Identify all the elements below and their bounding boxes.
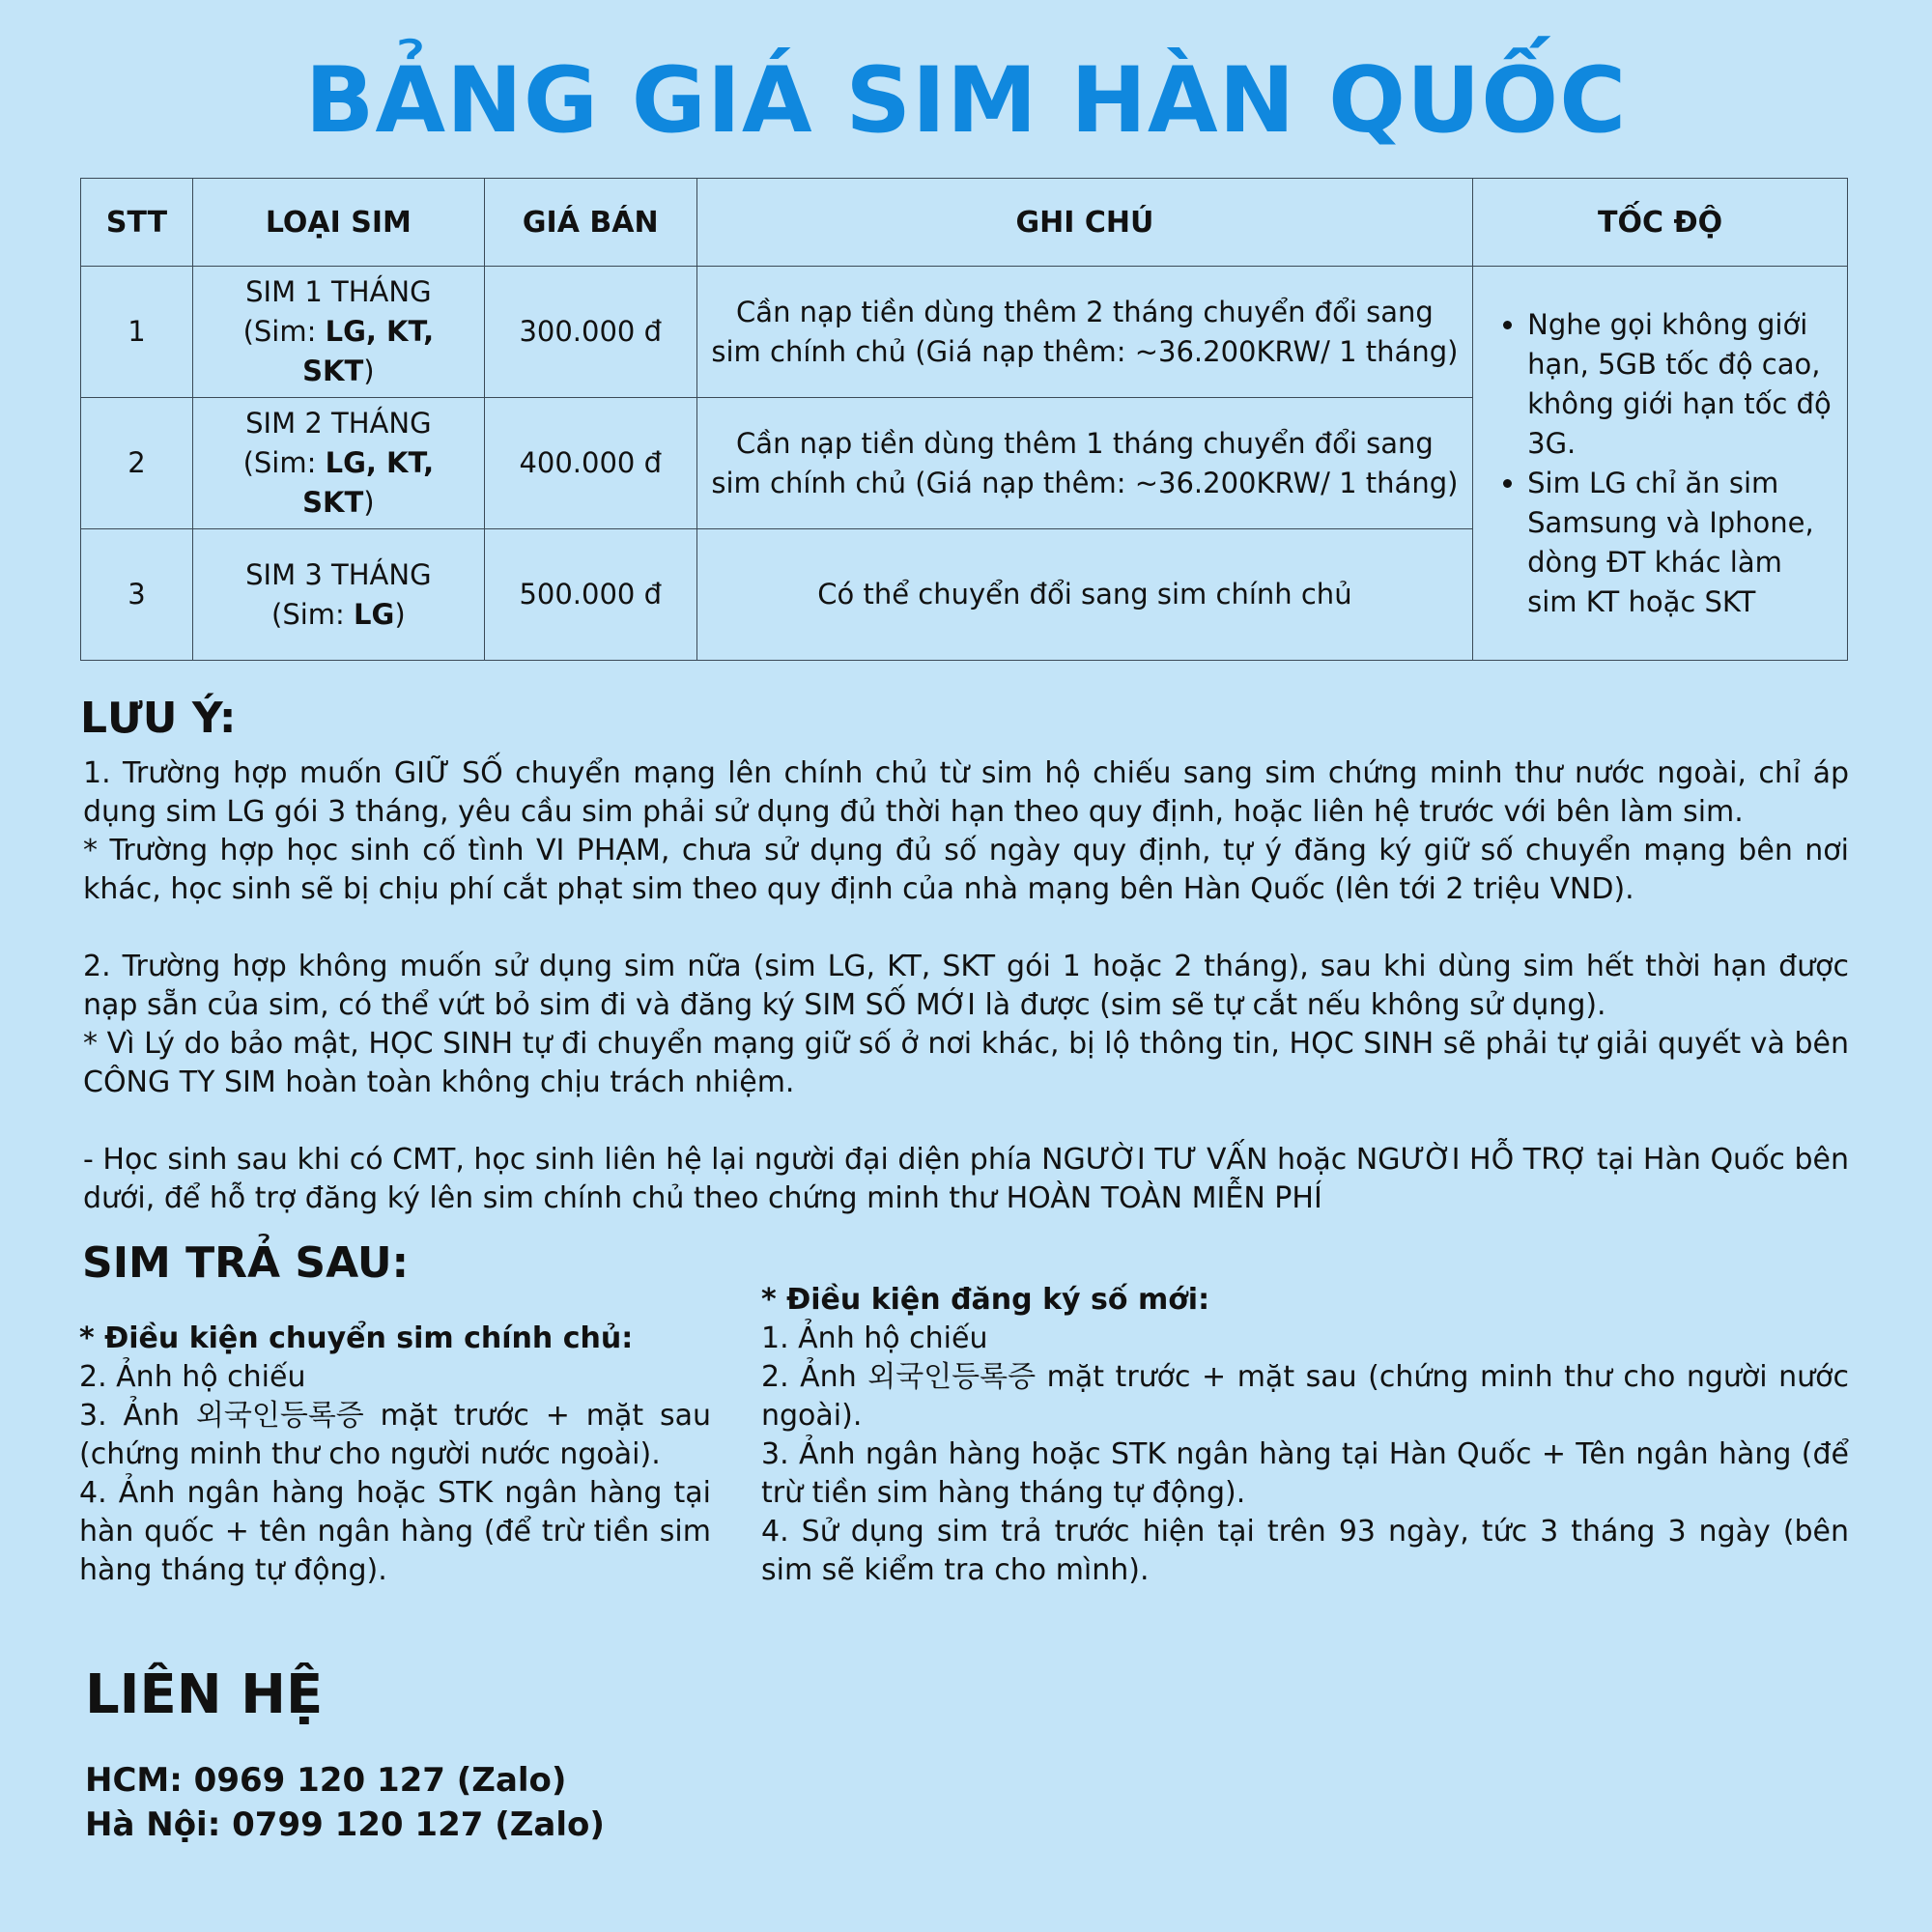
row-price: 300.000 đ [484,267,696,398]
sim-suffix: ) [363,355,375,387]
postpaid-right-item: 1. Ảnh hộ chiếu [761,1321,988,1355]
sim-prefix: (Sim: [242,446,326,479]
spacer [83,909,1849,948]
postpaid-left-title: * Điều kiện chuyển sim chính chủ: [79,1321,634,1355]
notes-body [83,754,1849,1218]
postpaid-left-item: 4. Ảnh ngân hàng hoặc STK ngân hàng tại hàn quốc + tên ngân hàng (để trừ tiền sim hàng tháng tự động). [79,1476,711,1587]
note-paragraph: * Trường hợp học sinh cố tình VI PHẠM, chưa sử dụng đủ số ngày quy định, tự ý đăng ký giữ số chuyển mạng bên nơi khác, học sinh sẽ bị chịu phí cắt phạt sim theo quy định của nhà mạng bên Hàn Quốc (lên tới 2 triệu VND). [83,834,1849,906]
contact-hcm: HCM: 0969 120 127 (Zalo) [85,1761,567,1800]
row-price: 500.000 đ [484,529,696,661]
sim-name: SIM 2 THÁNG [245,407,432,440]
speed-cell [1473,267,1848,661]
row-note: Cần nạp tiền dùng thêm 1 tháng chuyển đổi sang sim chính chủ (Giá nạp thêm: ~36.200KRW/ 1 tháng) [696,398,1472,529]
page-title: BẢNG GIÁ SIM HÀN QUỐC [304,48,1628,154]
note-paragraph: - Học sinh sau khi có CMT, học sinh liên hệ lại người đại diện phía NGƯỜI TƯ VẤN hoặc NGƯỜI HỖ TRỢ tại Hàn Quốc bên dưới, để hỗ trợ đăng ký lên sim chính chủ theo chứng minh thư HOÀN TOÀN MIỄN PHÍ [83,1143,1849,1215]
sim-prefix: (Sim: [271,597,355,631]
row-sim-type [192,398,484,529]
row-stt: 2 [81,398,193,529]
sim-suffix: ) [394,597,406,631]
sim-carriers: LG, KT, SKT [302,446,435,519]
postpaid-left-item: 3. Ảnh 외국인등록증 mặt trước + mặt sau (chứng minh thư cho người nước ngoài). [79,1399,711,1471]
header-toc-do: TỐC ĐỘ [1473,179,1848,267]
postpaid-left-item: 2. Ảnh hộ chiếu [79,1360,306,1394]
header-gia-ban: GIÁ BÁN [484,179,696,267]
notes-heading: LƯU Ý: [80,694,237,743]
sim-prefix: (Sim: [242,315,326,348]
row-note: Có thể chuyển đổi sang sim chính chủ [696,529,1472,661]
header-ghi-chu: GHI CHÚ [696,179,1472,267]
row-sim-type [192,267,484,398]
row-price: 400.000 đ [484,398,696,529]
contact-block [85,1758,605,1847]
sim-name: SIM 1 THÁNG [245,275,432,308]
sim-suffix: ) [363,486,375,519]
postpaid-left-column [79,1320,711,1590]
header-stt: STT [81,179,193,267]
note-paragraph: * Vì Lý do bảo mật, HỌC SINH tự đi chuyển mạng giữ số ở nơi khác, bị lộ thông tin, HỌC SINH sẽ phải tự giải quyết và bên CÔNG TY SIM hoàn toàn không chịu trách nhiệm. [83,1027,1849,1099]
row-note: Cần nạp tiền dùng thêm 2 tháng chuyển đổi sang sim chính chủ (Giá nạp thêm: ~36.200KRW/ 1 tháng) [696,267,1472,398]
postpaid-right-item: 3. Ảnh ngân hàng hoặc STK ngân hàng tại Hàn Quốc + Tên ngân hàng (để trừ tiền sim hàng tháng tự động). [761,1437,1849,1510]
row-stt: 1 [81,267,193,398]
speed-item: • Sim LG chỉ ăn sim Samsung và Iphone, dòng ĐT khác làm sim KT hoặc SKT [1527,464,1832,622]
postpaid-right-item: 2. Ảnh 외국인등록증 mặt trước + mặt sau (chứng minh thư cho người nước ngoài). [761,1360,1849,1433]
sim-carriers-line [207,312,470,391]
note-paragraph: 2. Trường hợp không muốn sử dụng sim nữa (sim LG, KT, SKT gói 1 hoặc 2 tháng), sau khi dùng sim hết thời hạn được nạp sẵn của sim, có thể vứt bỏ sim đi và đăng ký SIM SỐ MỚI là được (sim sẽ tự cắt nếu không sử dụng). [83,950,1849,1022]
postpaid-heading: SIM TRẢ SAU: [82,1238,410,1288]
table-header-row [81,179,1848,267]
row-sim-type [192,529,484,661]
postpaid-right-item: 4. Sử dụng sim trả trước hiện tại trên 93 ngày, tức 3 tháng 3 ngày (bên sim sẽ kiểm tra cho mình). [761,1515,1849,1587]
sim-carriers: LG, KT, SKT [302,315,435,387]
contact-heading: LIÊN HỆ [85,1663,324,1726]
postpaid-right-column [761,1281,1849,1590]
sim-name: SIM 3 THÁNG [245,557,432,591]
header-loai-sim: LOẠI SIM [192,179,484,267]
row-stt: 3 [81,529,193,661]
note-paragraph: 1. Trường hợp muốn GIỮ SỐ chuyển mạng lên chính chủ từ sim hộ chiếu sang sim chứng minh thư nước ngoài, chỉ áp dụng sim LG gói 3 tháng, yêu cầu sim phải sử dụng đủ thời hạn theo quy định, hoặc liên hệ trước với bên làm sim. [83,756,1849,829]
sim-carriers-line [207,595,470,635]
speed-list [1492,305,1832,622]
speed-item: • Nghe gọi không giới hạn, 5GB tốc độ cao, không giới hạn tốc độ 3G. [1527,305,1832,464]
sim-carriers: LG [354,597,395,631]
price-table [80,178,1848,661]
sim-carriers-line [207,443,470,523]
contact-hanoi: Hà Nội: 0799 120 127 (Zalo) [85,1805,605,1844]
spacer [83,1102,1849,1141]
postpaid-right-title: * Điều kiện đăng ký số mới: [761,1283,1210,1317]
table-row [81,267,1848,398]
